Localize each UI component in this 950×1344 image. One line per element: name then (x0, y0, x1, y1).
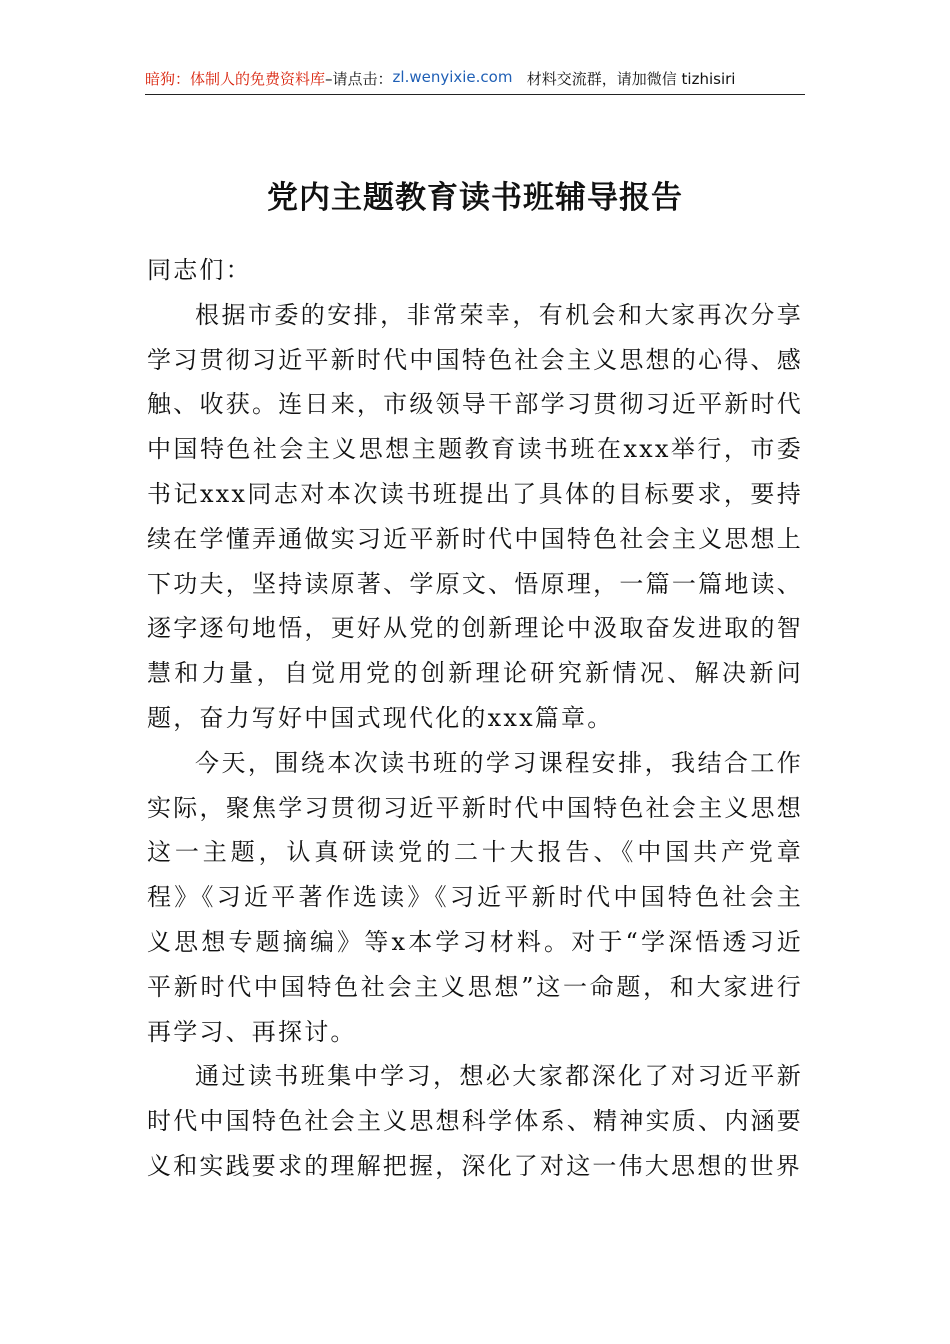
salutation: 同志们： (147, 256, 252, 284)
header-url-link[interactable]: zl.wenyixie.com (392, 68, 513, 86)
header-contact: 材料交流群，请加微信 tizhisiri (512, 70, 736, 88)
paragraph: 今天，围绕本次读书班的学习课程安排，我结合工作实际，聚焦学习贯彻习近平新时代中国特色社会主义思想这一主题，认真研读党的二十大报告、《中国共产党章程》《习近平著作选读》《习近平新时代中国特色社会主义思想专题摘编》等x本学习材料。对于“学深悟透习近平新时代中国特色社会主义思想”这一命题，和大家进行再学习、再探讨。 (147, 748, 803, 1046)
header-brand: 暗狗：体制人的免费资料库 (145, 70, 326, 88)
document-body (147, 248, 803, 1189)
document-title: 党内主题教育读书班辅导报告 (267, 180, 683, 216)
paragraph: 根据市委的安排，非常荣幸，有机会和大家再次分享学习贯彻习近平新时代中国特色社会主义思想的心得、感触、收获。连日来，市级领导干部学习贯彻习近平新时代中国特色社会主义思想主题教育读书班在xxx举行，市委书记xxx同志对本次读书班提出了具体的目标要求，要持续在学懂弄通做实习近平新时代中国特色社会主义思想上下功夫，坚持读原著、学原文、悟原理，一篇一篇地读、逐字逐句地悟，更好从党的创新理论中汲取奋发进取的智慧和力量，自觉用党的创新理论研究新情况、解决新问题，奋力写好中国式现代化的xxx篇章。 (147, 300, 803, 732)
header-prompt: –请点击： (325, 70, 393, 88)
paragraph: 通过读书班集中学习，想必大家都深化了对习近平新时代中国特色社会主义思想科学体系、精神实质、内涵要义和实践要求的理解把握，深化了对这一伟大思想的世界 (147, 1062, 803, 1180)
page-header (145, 68, 805, 95)
